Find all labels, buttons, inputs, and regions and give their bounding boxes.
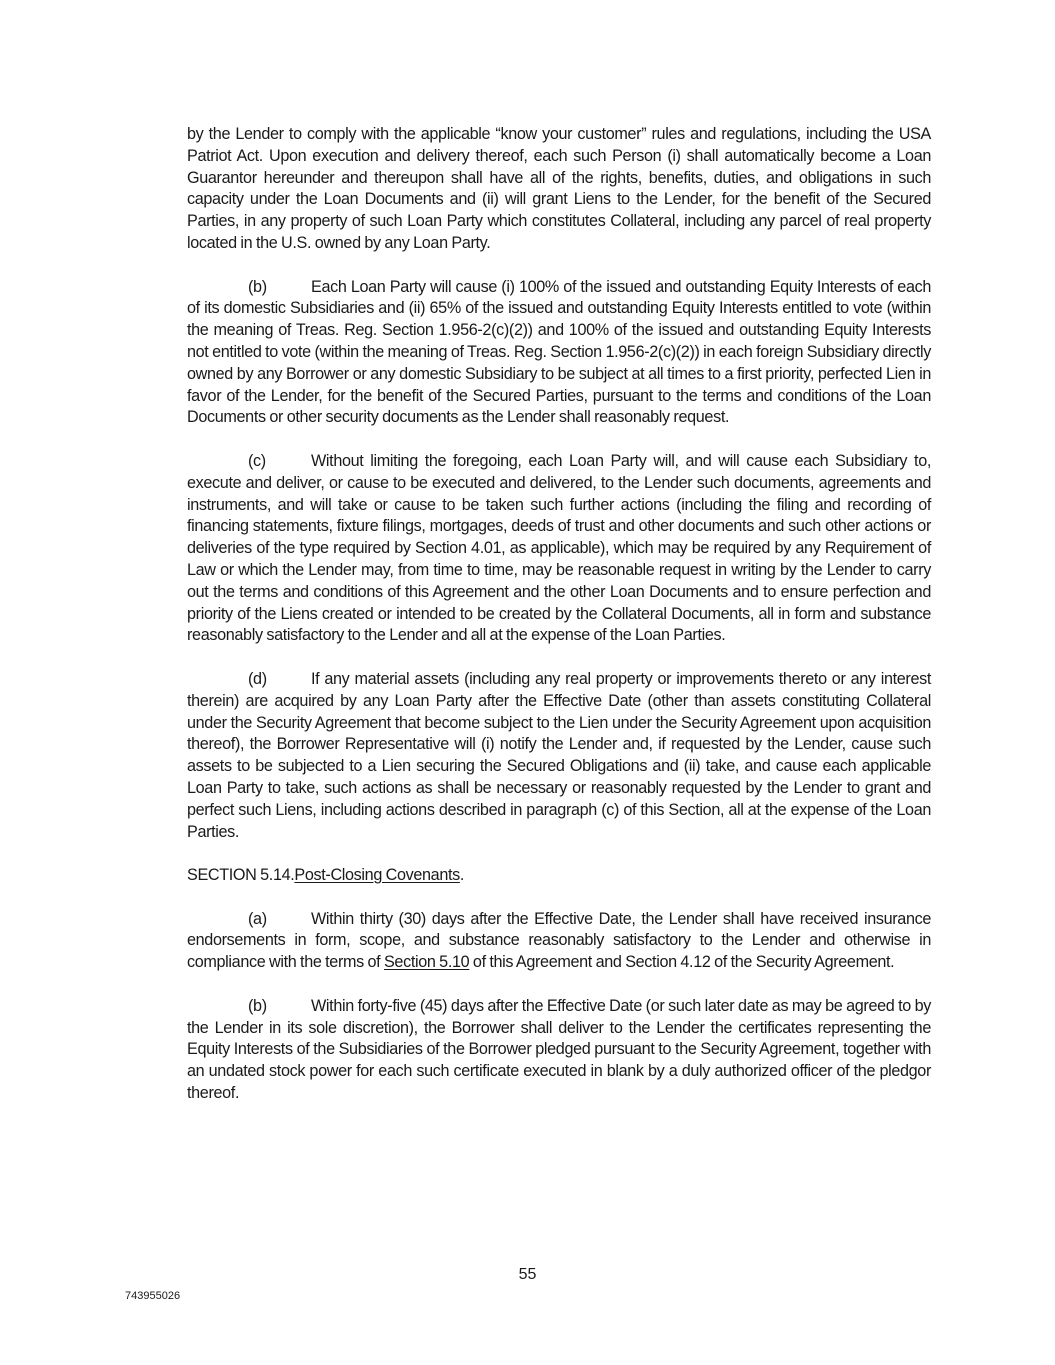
paragraph-text: Within forty-five (45) days after the Effective Date (or such later date as may be agreed to by the Lender in its sole discretion), the Borrower shall deliver to the Lender the certificates representing the Equity Interests of the Subsidiaries of the Borrower pledged pursuant to the Security Agreement, together with an undated stock power for each such certificate executed in blank by a duly authorized officer of the pledgor thereof.: [187, 996, 931, 1103]
section-reference-link[interactable]: Section 5.10: [383, 953, 470, 972]
section-number: SECTION 5.14.: [187, 866, 295, 885]
document-id: 743955026: [125, 1290, 181, 1302]
paragraph-c-further-assurances: [187, 451, 931, 647]
page-number: [0, 1266, 1055, 1284]
paragraph-marker: (b): [248, 996, 267, 1015]
section-title-suffix: .: [459, 866, 465, 885]
paragraph-marker: (b): [248, 277, 267, 296]
paragraph-marker: (d): [248, 669, 267, 688]
paragraph-b-equity-interests: [187, 277, 931, 430]
paragraph-text: Within thirty (30) days after the Effective Date, the Lender shall have received insurance endorsements in form, scope, and substance reasonably satisfactory to the Lender and otherwise in compliance with the terms of: [187, 909, 931, 972]
paragraph-text: If any material assets (including any real property or improvements thereto or any interest therein) are acquired by any Loan Party after the Effective Date (other than assets constituting Collateral under the Security Agreement that become subject to the Lien under the Security Agreement upon acquisition thereof), the Borrower Representative will (i) notify the Lender and, if requested by the Lender, cause such assets to be subjected to a Lien securing the Secured Obligations and (ii) take, and cause each applicable Loan Party to take, such actions as shall be necessary or reasonably requested by the Lender to grant and perfect such Liens, including actions described in paragraph (c) of this Section, all at the expense of the Loan Parties.: [187, 669, 931, 841]
document-body: [187, 124, 931, 1127]
paragraph-text: of this Agreement and Section 4.12 of the Security Agreement.: [469, 953, 895, 972]
paragraph-d-material-assets: [187, 669, 931, 843]
paragraph-text: Each Loan Party will cause (i) 100% of the issued and outstanding Equity Interests of each of its domestic Subsidiaries and (ii) 65% of the issued and outstanding Equity Interests entitled to vote (within the meaning of Treas. Reg. Section 1.956-2(c)(2)) and 100% of the issued and outstanding Equity Interests not entitled to vote (within the meaning of Treas. Reg. Section 1.956-2(c)(2)) in each foreign Subsidiary directly owned by any Borrower or any domestic Subsidiary to be subject at all times to a first priority, perfected Lien in favor of the Lender, for the benefit of the Secured Parties, pursuant to the terms and conditions of the Loan Documents or other security documents as the Lender shall reasonably request.: [187, 277, 931, 427]
page-number-text: 55: [518, 1266, 537, 1283]
paragraph-b-certificates: [187, 996, 931, 1105]
paragraph-marker: (a): [248, 909, 267, 928]
paragraph-a-insurance-endorsements: [187, 909, 931, 974]
paragraph-text: Without limiting the foregoing, each Loan Party will, and will cause each Subsidiary to, execute and deliver, or cause to be executed and delivered, to the Lender such documents, agreements and instruments, and will take or cause to be taken such further actions (including the filing and recording of financing statements, fixture filings, mortgages, deeds of trust and other documents and such other actions or deliveries of the type required by Section 4.01, as applicable), which may be required by any Requirement of Law or which the Lender may, from time to time, may be reasonable request in writing by the Lender to carry out the terms and conditions of this Agreement and the other Loan Documents and to ensure perfection and priority of the Liens created or intended to be created by the Collateral Documents, all in form and substance reasonably satisfactory to the Lender and all at the expense of the Loan Parties.: [187, 451, 931, 645]
paragraph-text: by the Lender to comply with the applicable “know your customer” rules and regulations, including the USA Patriot Act. Upon execution and delivery thereof, each such Person (i) shall automatically become a Loan Guarantor hereunder and thereupon shall have all of the rights, benefits, duties, and obligations in such capacity under the Loan Documents and (ii) will grant Liens to the Lender, for the benefit of the Secured Parties, in any property of such Loan Party which constitutes Collateral, including any parcel of real property located in the U.S. owned by any Loan Party.: [187, 125, 931, 252]
paragraph-continuation: [187, 124, 931, 255]
section-heading: [187, 865, 931, 887]
section-title: Post-Closing Covenants: [294, 866, 460, 885]
paragraph-marker: (c): [248, 451, 266, 470]
